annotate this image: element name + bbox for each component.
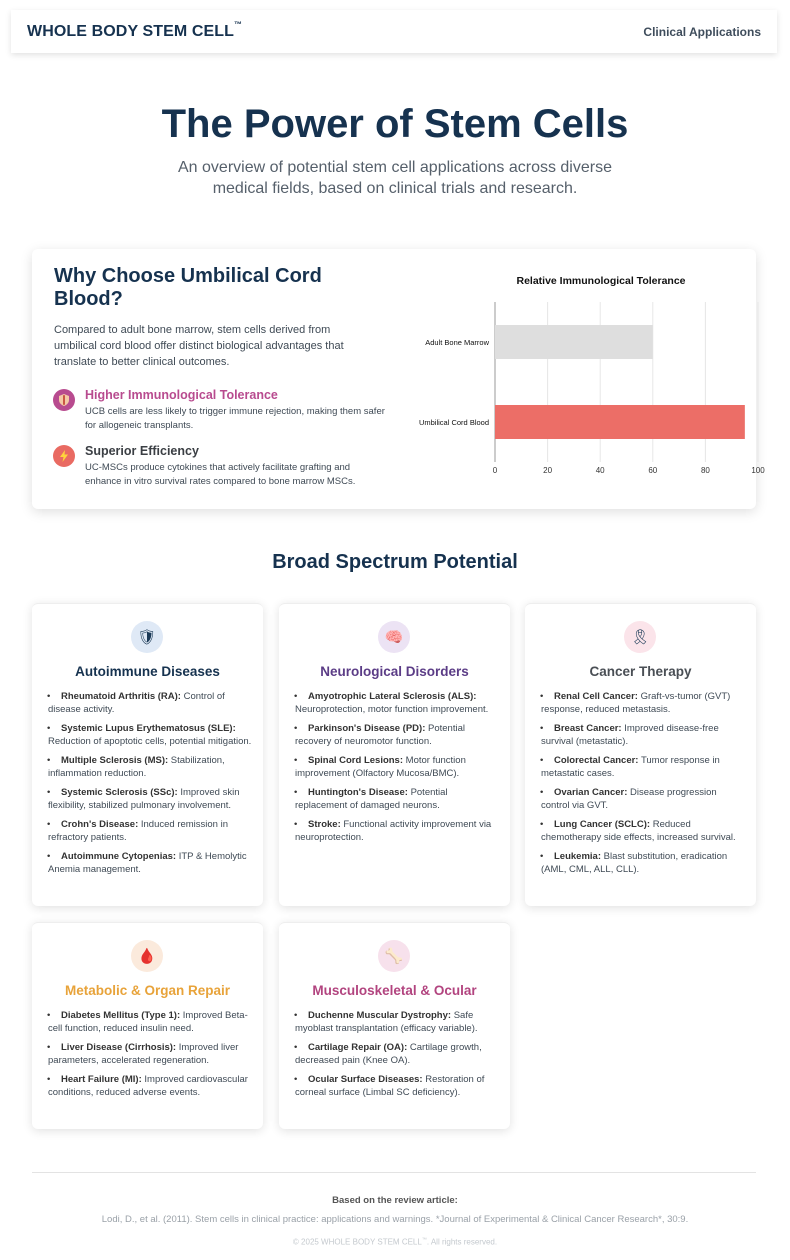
- card-title: Cancer Therapy: [589, 664, 692, 679]
- list-item-desc: Induced remission in refractory patients.: [48, 819, 229, 843]
- x-tick-label: 40: [595, 466, 605, 475]
- page-subtitle: An overview of potential stem cell applications across diverse medical fields, based on clinical trials and research.: [178, 159, 612, 197]
- list-item-desc: Blast substitution, eradication (AML, CML, ALL, CLL).: [541, 851, 728, 875]
- list-item-desc: Improved skin flexibility, stabilized pulmonary involvement.: [48, 787, 240, 811]
- list-item: [541, 786, 746, 812]
- list-item-term: Autoimmune Cytopenias:: [61, 851, 177, 862]
- list-item-term: Amyotrophic Lateral Sclerosis (ALS):: [308, 691, 477, 702]
- shield-icon: 🛡: [131, 621, 163, 653]
- list-item-desc: Motor function improvement (Olfactory Mucosa/BMC).: [295, 755, 466, 779]
- navbar: [11, 10, 777, 53]
- card-title: Autoimmune Diseases: [75, 664, 220, 679]
- list-item-desc: Potential replacement of damaged neurons.: [295, 787, 448, 811]
- card-list: [295, 1009, 500, 1105]
- card-neurological-disorders: [279, 603, 510, 906]
- card-list: [48, 690, 253, 882]
- x-tick-label: 100: [751, 466, 765, 475]
- x-tick-label: 20: [543, 466, 553, 475]
- list-item: [48, 818, 253, 844]
- list-item-desc: Improved liver parameters, accelerated regeneration.: [48, 1042, 239, 1066]
- list-item-desc: Control of disease activity.: [48, 691, 225, 715]
- list-item: [48, 690, 253, 716]
- footer-divider: [32, 1172, 756, 1173]
- list-item-term: Duchenne Muscular Dystrophy:: [308, 1010, 452, 1021]
- x-tick-label: 60: [648, 466, 658, 475]
- card-list: [541, 690, 746, 882]
- immunological-tolerance-chart: [404, 267, 765, 497]
- feature-title: Higher Immunological Tolerance: [85, 388, 278, 402]
- list-item-term: Huntington's Disease:: [308, 787, 408, 798]
- list-item-desc: Stabilization, inflammation reduction.: [48, 755, 225, 779]
- feature-title: Superior Efficiency: [85, 444, 199, 458]
- list-item: [541, 690, 746, 716]
- ribbon-icon: 🎗: [624, 621, 656, 653]
- card-title: Musculoskeletal & Ocular: [312, 983, 477, 998]
- list-item: [48, 722, 253, 748]
- list-item-term: Diabetes Mellitus (Type 1):: [61, 1010, 181, 1021]
- nav-link-clinical-applications[interactable]: Clinical Applications: [643, 24, 761, 39]
- card-metabolic-organ-repair: [32, 922, 263, 1129]
- list-item-term: Breast Cancer:: [554, 723, 622, 734]
- feature-desc: UCB cells are less likely to trigger immune rejection, making them safer for allogeneic transplants.: [85, 406, 385, 431]
- list-item-term: Liver Disease (Cirrhosis):: [61, 1042, 177, 1053]
- list-item-term: Rheumatoid Arthritis (RA):: [61, 691, 181, 702]
- list-item-desc: Reduced chemotherapy side effects, increased survival.: [541, 819, 736, 843]
- chart-title: Relative Immunological Tolerance: [516, 275, 686, 287]
- footer-citation: Lodi, D., et al. (2011). Stem cells in clinical practice: applications and warnings. *Journal of Experimental & Clinical Cancer Research*, 30:9.: [101, 1214, 689, 1225]
- ucb-text: Compared to adult bone marrow, stem cells derived from umbilical cord blood offer distinct biological advantages that translate to better clinical outcomes.: [54, 324, 344, 368]
- ucb-title: Why Choose Umbilical Cord Blood?: [54, 265, 322, 310]
- list-item: [295, 754, 500, 780]
- list-item: [48, 1009, 253, 1035]
- list-item: [295, 818, 500, 844]
- list-item-term: Systemic Lupus Erythematosus (SLE):: [61, 723, 236, 734]
- list-item: [295, 1041, 500, 1067]
- brain-icon: 🧠: [378, 621, 410, 653]
- card-list: [295, 690, 500, 850]
- list-item: [541, 754, 746, 780]
- list-item: [295, 722, 500, 748]
- list-item-desc: Restoration of corneal surface (Limbal SC deficiency).: [295, 1074, 485, 1098]
- blood-drop-icon: 🩸: [131, 940, 163, 972]
- list-item-desc: ITP & Hemolytic Anemia management.: [48, 851, 247, 875]
- list-item-term: Heart Failure (MI):: [61, 1074, 142, 1085]
- list-item-term: Cartilage Repair (OA):: [308, 1042, 408, 1053]
- list-item-desc: Neuroprotection, motor function improvement.: [295, 704, 489, 715]
- x-tick-label: 0: [492, 466, 498, 475]
- list-item: [295, 1009, 500, 1035]
- card-cancer-therapy: [525, 603, 756, 906]
- footer-label: Based on the review article:: [332, 1195, 458, 1206]
- list-item-term: Renal Cell Cancer:: [554, 691, 638, 702]
- x-tick-label: 80: [700, 466, 710, 475]
- card-list: [48, 1009, 253, 1105]
- lightning-icon: [53, 445, 75, 467]
- list-item-desc: Functional activity improvement via neuroprotection.: [295, 819, 492, 843]
- list-item: [295, 1073, 500, 1099]
- list-item-term: Spinal Cord Lesions:: [308, 755, 404, 766]
- list-item: [541, 850, 746, 876]
- list-item-desc: Reduction of apoptotic cells, potential mitigation.: [48, 736, 252, 747]
- ucb-card: [32, 249, 765, 509]
- page-title: The Power of Stem Cells: [161, 102, 629, 146]
- footer-copyright: © 2025 WHOLE BODY STEM CELL™. All rights reserved.: [292, 1237, 498, 1247]
- bone-icon: 🦴: [378, 940, 410, 972]
- list-item: [48, 786, 253, 812]
- list-item: [295, 690, 500, 716]
- list-item-desc: Disease progression control via GVT.: [541, 787, 717, 811]
- brand-logo[interactable]: WHOLE BODY STEM CELL™: [27, 19, 243, 40]
- list-item-term: Stroke:: [308, 819, 341, 830]
- list-item-desc: Potential recovery of neuromotor function.: [295, 723, 465, 747]
- list-item: [48, 1073, 253, 1099]
- card-autoimmune-diseases: [32, 603, 263, 906]
- list-item-term: Multiple Sclerosis (MS):: [61, 755, 169, 766]
- section-title: Broad Spectrum Potential: [272, 551, 518, 573]
- list-item: [48, 850, 253, 876]
- list-item: [48, 754, 253, 780]
- list-item: [48, 1041, 253, 1067]
- bar-adult-bone-marrow: [495, 325, 653, 359]
- card-musculoskeletal-ocular: [279, 922, 510, 1129]
- list-item: [541, 722, 746, 748]
- y-category-label: Umbilical Cord Blood: [418, 418, 489, 427]
- list-item-term: Crohn's Disease:: [61, 819, 139, 830]
- list-item-term: Parkinson's Disease (PD):: [308, 723, 426, 734]
- card-title: Neurological Disorders: [320, 664, 469, 679]
- list-item-term: Systemic Sclerosis (SSc):: [61, 787, 178, 798]
- list-item-desc: Improved Beta-cell function, reduced insulin need.: [48, 1010, 248, 1034]
- bar-umbilical-cord-blood: [495, 405, 745, 439]
- list-item: [541, 818, 746, 844]
- y-category-label: Adult Bone Marrow: [425, 338, 489, 347]
- list-item-term: Lung Cancer (SCLC):: [554, 819, 651, 830]
- list-item-desc: Improved cardiovascular conditions, reduced adverse events.: [48, 1074, 248, 1098]
- list-item-term: Colorectal Cancer:: [554, 755, 639, 766]
- list-item-desc: Tumor response in metastatic cases.: [541, 755, 720, 779]
- list-item-term: Ovarian Cancer:: [554, 787, 628, 798]
- chart-svg: [404, 267, 765, 497]
- list-item-desc: Improved disease-free survival (metastatic).: [541, 723, 719, 747]
- list-item-term: Leukemia:: [554, 851, 601, 862]
- card-title: Metabolic & Organ Repair: [64, 983, 231, 998]
- shield-icon: [53, 389, 75, 411]
- list-item-desc: Cartilage growth, decreased pain (Knee OA).: [295, 1042, 482, 1066]
- list-item: [295, 786, 500, 812]
- list-item-desc: Graft-vs-tumor (GVT) response, reduced metastasis.: [541, 691, 731, 715]
- list-item-desc: Safe myoblast transplantation (efficacy variable).: [295, 1010, 478, 1034]
- feature-desc: UC-MSCs produce cytokines that actively facilitate grafting and enhance in vitro survival rates compared to bone marrow MSCs.: [85, 462, 356, 487]
- list-item-term: Ocular Surface Diseases:: [308, 1074, 423, 1085]
